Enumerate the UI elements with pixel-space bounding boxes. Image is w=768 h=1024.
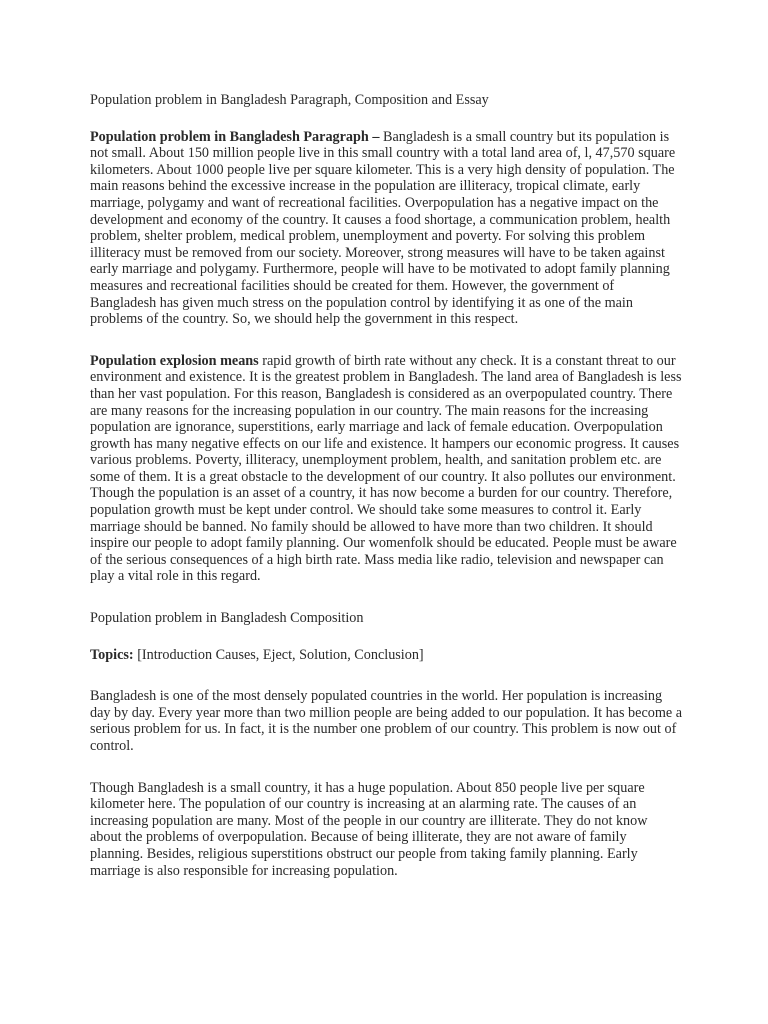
topics-line	[90, 647, 682, 664]
document-page	[90, 92, 682, 899]
paragraph-body: Bangladesh is a small country but its population is not small. About 150 million people live in this small country with a total land area of, l, 47,570 square kilometers. About 1000 people live per square kilometer. This is a very high density of population. The main reasons behind the excessive increase in the population are illiteracy, tropical climate, early marriage, polygamy and want of recreational facilities. Overpopulation has a negative impact on the development and economy of the country. It causes a food shortage, a communication problem, health problem, shelter problem, medical problem, unemployment and poverty. For solving this problem illiteracy must be removed from our society. Moreover, strong measures will have to be taken against early marriage and polygamy. Furthermore, people will have to be motivated to adopt family planning measures and recreational facilities should be created for them. However, the government of Bangladesh has given much stress on the population control by identifying it as one of the main problems of the country. So, we should help the government in this respect.	[90, 128, 676, 328]
paragraph-section	[90, 129, 682, 328]
population-explosion-body: rapid growth of birth rate without any check. It is a constant threat to our environment and existence. It is the greatest problem in Bangladesh. The land area of Bangladesh is less than her vast population. For this reason, Bangladesh is considered as an overpopulated country. There are many reasons for the increasing population in our country. The main reasons for the increasing population are ignorance, superstitions, early marriage and lack of female education. Overpopulation growth has many negative effects on our life and existence. lt hampers our economic progress. It causes various problems. Poverty, illiteracy, unemployment problem, health, and sanitation problem etc. are some of them. It is a great obstacle to the development of our country. It also pollutes our environment. Though the population is an asset of a country, it has now become a burden for our country. Therefore, population growth must be kept under control. We should take some measures to control it. Early marriage should be banned. No family should be allowed to have more than two children. It should inspire our people to adopt family planning. Our womenfolk should be educated. People must be aware of the serious consequences of a high birth rate. Mass media like radio, television and newspaper can play a vital role in this regard.	[90, 352, 682, 585]
population-explosion-paragraph	[90, 353, 682, 585]
composition-introduction: Bangladesh is one of the most densely populated countries in the world. Her population is increasing day by day. Every year more than two million people are being added to our population. It has become a serious problem for us. In fact, it is the number one problem of our country. This problem is now out of control.	[90, 688, 683, 754]
composition-causes: Though Bangladesh is a small country, it has a huge population. About 850 people live per square kilometer here. The population of our country is increasing at an alarming rate. The causes of an increasing population are many. Most of the people in our country are illiterate. They do not know about the problems of overpopulation. Because of being illiterate, they are not aware of family planning. Besides, religious superstitions obstruct our people from taking family planning. Early marriage is also responsible for increasing population.	[90, 779, 648, 879]
topics-list: [Introduction Causes, Eject, Solution, Conclusion]	[133, 646, 424, 663]
topics-lead: Topics:	[90, 646, 134, 663]
paragraph-lead: Population problem in Bangladesh Paragraph –	[90, 128, 380, 145]
document-title: Population problem in Bangladesh Paragraph, Composition and Essay	[90, 92, 489, 108]
population-explosion-lead: Population explosion means	[90, 352, 259, 369]
composition-heading: Population problem in Bangladesh Composition	[90, 610, 364, 627]
